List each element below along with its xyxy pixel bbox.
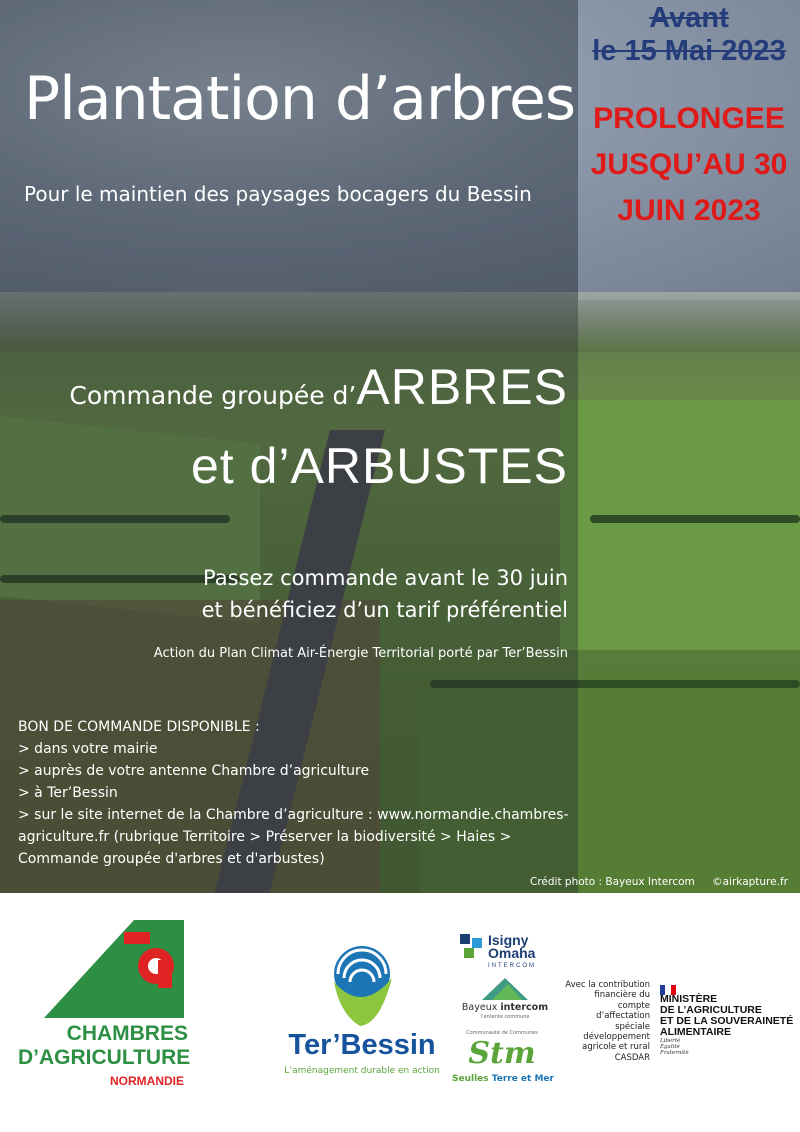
photo-credit-author: ©airkapture.fr (712, 876, 788, 888)
group-order-line1 (69, 352, 568, 431)
extended-deadline-line: PROLONGEE (593, 102, 785, 135)
chambres-line: D’AGRICULTURE (18, 1046, 191, 1069)
ministere-logo (660, 980, 795, 1070)
motto-line: Liberté (660, 1038, 681, 1044)
order-cta-line: Passez commande avant le 30 juin (203, 566, 568, 590)
extended-deadline-line: JUSQU’AU 30 (590, 148, 788, 181)
terbessin-name: Ter’Bessin (288, 1029, 436, 1061)
isigny-line: Omaha (488, 945, 536, 961)
isigny-name (488, 934, 536, 973)
terbessin-logo (282, 944, 442, 1084)
order-form-item: > sur le site internet de la Chambre d’agriculture : www.normandie.chambres-agriculture.fr (rubrique Territoire > Préserver la biodiversité > Haies > Commande groupée d'arbres et d'arbustes) (18, 807, 569, 867)
stm-name-b: Terre et Mer (491, 1074, 554, 1084)
extended-deadline (578, 96, 800, 234)
republic-motto (660, 1038, 689, 1056)
extended-deadline-line: JUIN 2023 (617, 194, 761, 227)
seulles-terre-mer-logo (452, 1030, 552, 1090)
isigny-line: Isigny (488, 932, 529, 948)
ministere-line: DE L’AGRICULTURE (660, 1004, 762, 1016)
chambres-agriculture-logo (18, 918, 198, 1098)
french-flag-icon (660, 980, 676, 990)
bayeux-name-a: Bayeux (461, 1002, 501, 1013)
order-form-item: > à Ter’Bessin (18, 785, 118, 801)
bayeux-intercom-logo (460, 976, 550, 1020)
chambres-agriculture-emblem-icon (44, 918, 184, 1018)
group-order-arbres: ARBRES (356, 359, 568, 415)
order-call-to-action (202, 562, 568, 626)
chambres-region: NORMANDIE (110, 1074, 184, 1088)
terbessin-tagline: L’aménagement durable en action (284, 1066, 440, 1076)
ministere-name (660, 994, 795, 1038)
chambres-line: CHAMBRES (66, 1022, 188, 1045)
hedge (590, 515, 800, 523)
group-order-heading (69, 352, 568, 501)
order-form-heading: BON DE COMMANDE DISPONIBLE : (18, 719, 260, 735)
order-form-item: > auprès de votre antenne Chambre d’agriculture (18, 763, 370, 779)
bayeux-emblem-icon (460, 976, 550, 1002)
old-deadline-line: le 15 Mai 2023 (592, 35, 786, 67)
bayeux-name-b: intercom (500, 1002, 549, 1013)
stm-name (452, 1074, 552, 1084)
old-deadline-line: Avant (649, 2, 729, 34)
bayeux-subtitle: l’entente commune (480, 1014, 530, 1020)
terbessin-emblem-icon (330, 944, 394, 1028)
action-note: Action du Plan Climat Air-Énergie Territorial porté par Ter’Bessin (153, 646, 568, 661)
page-title: Plantation d’arbres (24, 64, 576, 134)
ministere-line: ET DE LA SOUVERAINETÉ (660, 1015, 794, 1027)
order-cta-line: et bénéficiez d’un tarif préférentiel (201, 598, 568, 622)
isigny-line: INTERCOM (488, 963, 536, 969)
old-deadline (578, 2, 800, 68)
page-subtitle: Pour le maintien des paysages bocagers du Bessin (24, 182, 532, 206)
isigny-emblem-icon (460, 934, 484, 964)
group-order-line2: et d’ARBUSTES (190, 438, 568, 494)
field (560, 400, 800, 650)
photo-credit (530, 876, 788, 888)
motto-line: Fraternité (660, 1050, 689, 1056)
ministere-line: MINISTÈRE (660, 993, 718, 1005)
chambres-agriculture-name (18, 1022, 191, 1070)
group-order-prefix: Commande groupée d’ (69, 381, 357, 410)
order-form-info (18, 716, 578, 870)
bayeux-name (460, 1002, 550, 1013)
order-form-item: > dans votre mairie (18, 741, 158, 757)
photo-credit-source: Crédit photo : Bayeux Intercom (530, 876, 695, 888)
stm-community-label: Communauté de Communes (466, 1030, 538, 1036)
ministere-line: ALIMENTAIRE (660, 1026, 731, 1038)
stm-name-a: Seulles (452, 1074, 492, 1084)
motto-line: Égalité (660, 1044, 680, 1050)
casdar-funding-note: Avec la contribution financière du compte d’affectation spéciale développement agricole et rural CASDAR (565, 980, 650, 1063)
stm-mark: Stm (468, 1036, 536, 1071)
isigny-omaha-logo (460, 934, 550, 970)
